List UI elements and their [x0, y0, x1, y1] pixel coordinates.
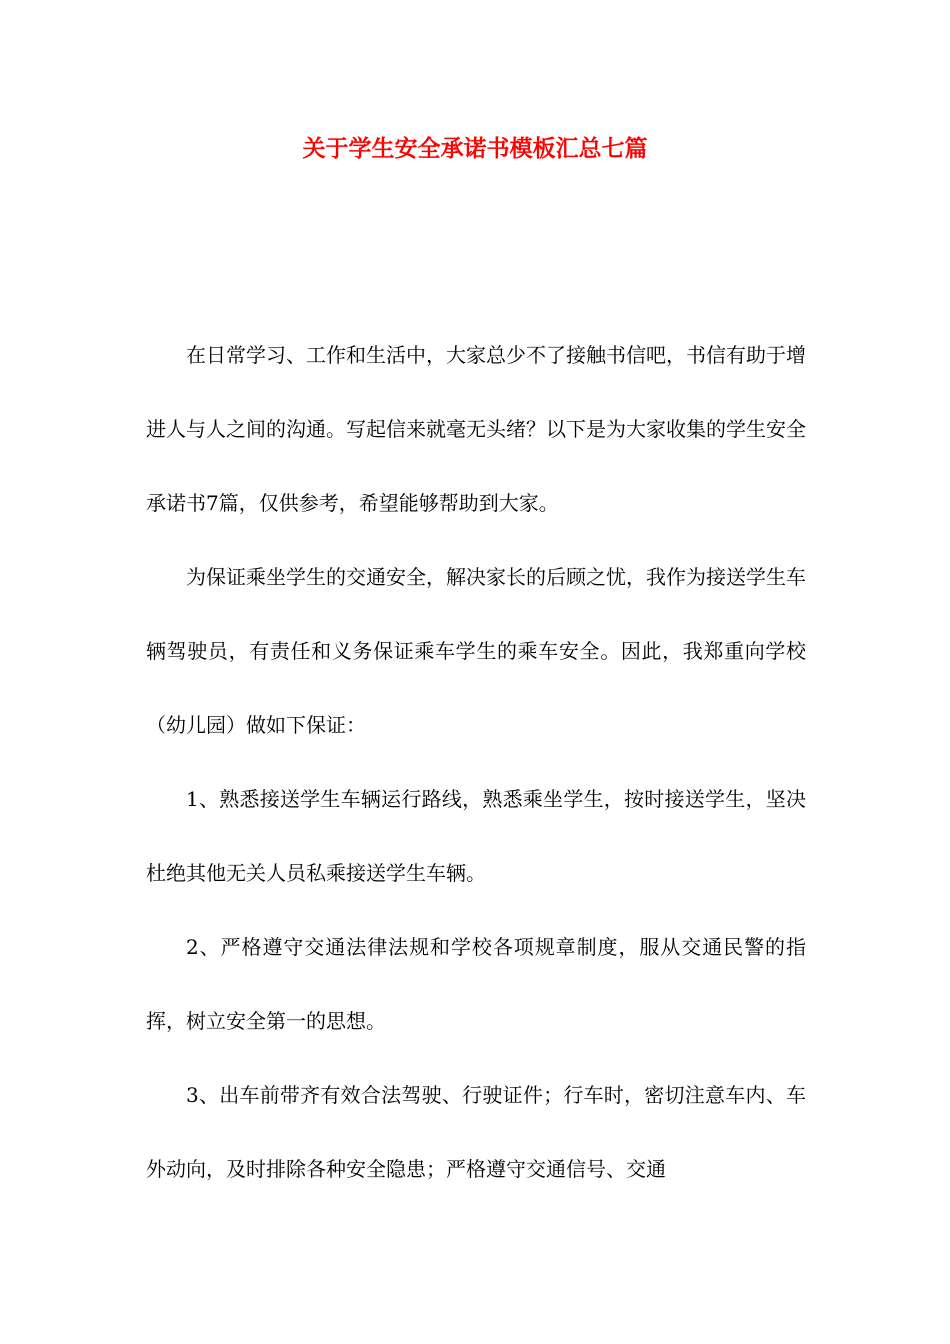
document-body: [146, 318, 806, 1206]
paragraph-intro: 在日常学习、工作和生活中，大家总少不了接触书信吧，书信有助于增进人与人之间的沟通。写起信来就毫无头绪？以下是为大家收集的学生安全承诺书7篇，仅供参考，希望能够帮助到大家。: [146, 343, 806, 515]
paragraph-item-3: 3、出车前带齐有效合法驾驶、行驶证件；行车时，密切注意车内、车外动向，及时排除各种安全隐患；严格遵守交通信号、交通: [146, 1083, 806, 1181]
paragraph-item-1: 1、熟悉接送学生车辆运行路线，熟悉乘坐学生，按时接送学生，坚决杜绝其他无关人员私乘接送学生车辆。: [146, 787, 806, 885]
paragraph-item-2: 2、严格遵守交通法律法规和学校各项规章制度，服从交通民警的指挥，树立安全第一的思想。: [146, 935, 806, 1033]
paragraph-pledge-intro: 为保证乘坐学生的交通安全，解决家长的后顾之忧，我作为接送学生车辆驾驶员，有责任和义务保证乘车学生的乘车安全。因此，我郑重向学校（幼儿园）做如下保证：: [146, 565, 806, 737]
document-title: 关于学生安全承诺书模板汇总七篇: [302, 135, 648, 162]
